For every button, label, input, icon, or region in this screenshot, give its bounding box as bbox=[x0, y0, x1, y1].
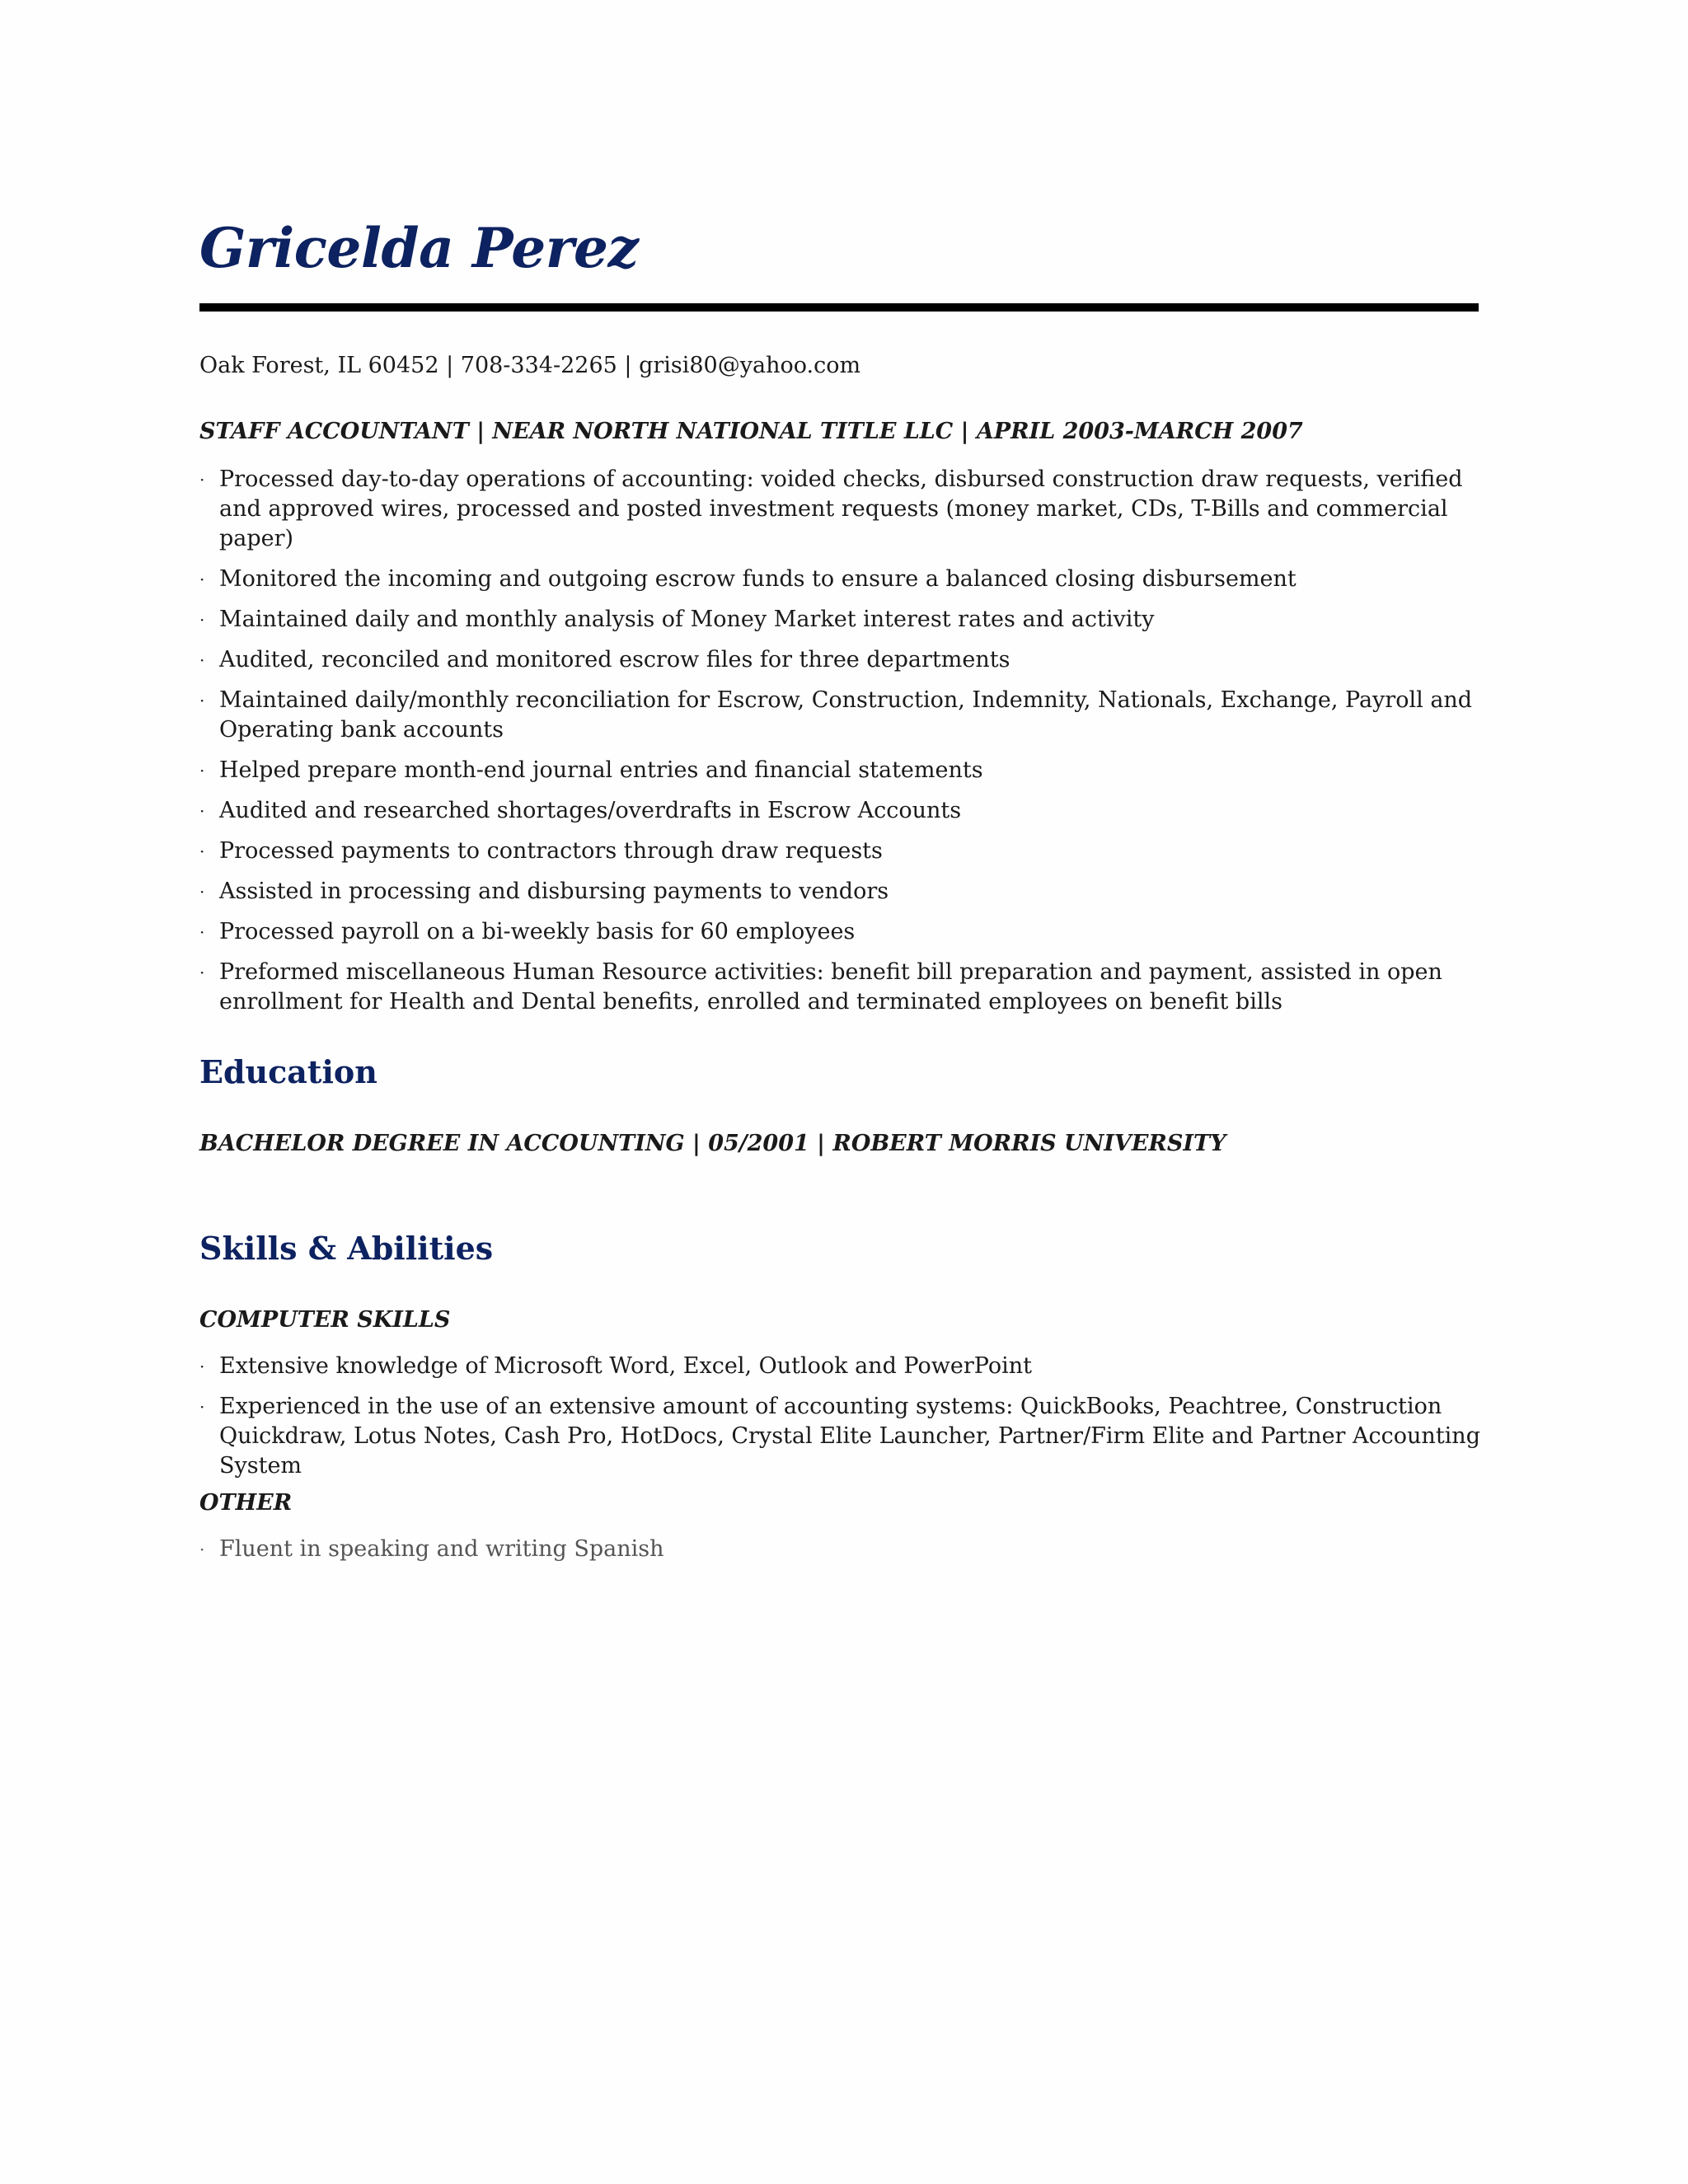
list-item: · Maintained daily and monthly analysis of Money Market interest rates and activity bbox=[199, 605, 1493, 635]
bullet-icon: · bbox=[199, 650, 205, 670]
list-item: · Preformed miscellaneous Human Resource activities: benefit bill preparation and payment, assisted in open enrollment for Health and Dental benefits, enrolled and terminated employees on benefit bills bbox=[199, 959, 1442, 1015]
list-item: · Audited and researched shortages/overdrafts in Escrow Accounts bbox=[199, 796, 1493, 826]
bullet-icon: · bbox=[199, 610, 205, 630]
list-item: · Maintained daily/monthly reconciliation for Escrow, Construction, Indemnity, Nationals, Exchange, Payroll and Operating bank accounts bbox=[199, 687, 1473, 743]
other-skills-list bbox=[199, 1535, 1493, 1575]
bullet-icon: · bbox=[199, 761, 205, 780]
list-item: · Assisted in processing and disbursing payments to vendors bbox=[199, 877, 1493, 907]
contact-line: Oak Forest, IL 60452 | 708-334-2265 | grisi80@yahoo.com bbox=[199, 353, 861, 378]
list-item: · Monitored the incoming and outgoing escrow funds to ensure a balanced closing disbursement bbox=[199, 565, 1493, 594]
job-title: STAFF ACCOUNTANT | NEAR NORTH NATIONAL TITLE LLC | APRIL 2003-MARCH 2007 bbox=[199, 419, 1303, 444]
skills-heading: Skills & Abilities bbox=[199, 1230, 494, 1267]
list-item: · Experienced in the use of an extensive amount of accounting systems: QuickBooks, Peachtree, Construction Quickdraw, Lotus Notes, Cash Pro, HotDocs, Crystal Elite Launcher, Partner/Firm Elite and Partner Accounting System bbox=[199, 1394, 1480, 1479]
other-skills-heading: OTHER bbox=[199, 1490, 293, 1516]
candidate-name: Gricelda Perez bbox=[199, 216, 639, 280]
bullet-icon: · bbox=[199, 569, 205, 589]
list-item: · Processed day-to-day operations of accounting: voided checks, disbursed construction draw requests, verified and approved wires, processed and posted investment requests (money market, CDs, T-Bills and commercial paper) bbox=[199, 466, 1463, 551]
bullet-icon: · bbox=[199, 963, 205, 982]
computer-skills-heading: COMPUTER SKILLS bbox=[199, 1307, 451, 1333]
list-item: · Helped prepare month-end journal entries and financial statements bbox=[199, 756, 1493, 785]
header-divider bbox=[199, 303, 1479, 312]
computer-skills-list bbox=[199, 1352, 1493, 1492]
job-bullet-list bbox=[199, 465, 1493, 1028]
bullet-icon: · bbox=[199, 1540, 205, 1559]
bullet-icon: · bbox=[199, 882, 205, 902]
bullet-icon: · bbox=[199, 1357, 205, 1376]
degree-line: BACHELOR DEGREE IN ACCOUNTING | 05/2001 | ROBERT MORRIS UNIVERSITY bbox=[199, 1131, 1226, 1156]
bullet-icon: · bbox=[199, 470, 205, 490]
bullet-icon: · bbox=[199, 1397, 205, 1417]
bullet-icon: · bbox=[199, 841, 205, 861]
list-item: · Processed payments to contractors through draw requests bbox=[199, 837, 1493, 866]
list-item: · Extensive knowledge of Microsoft Word, Excel, Outlook and PowerPoint bbox=[199, 1352, 1493, 1381]
bullet-icon: · bbox=[199, 691, 205, 710]
bullet-icon: · bbox=[199, 922, 205, 942]
bullet-icon: · bbox=[199, 801, 205, 821]
list-item: · Audited, reconciled and monitored escrow files for three departments bbox=[199, 645, 1493, 675]
list-item: · Processed payroll on a bi-weekly basis for 60 employees bbox=[199, 917, 1493, 947]
education-heading: Education bbox=[199, 1053, 377, 1090]
list-item: · Fluent in speaking and writing Spanish bbox=[199, 1535, 1493, 1564]
